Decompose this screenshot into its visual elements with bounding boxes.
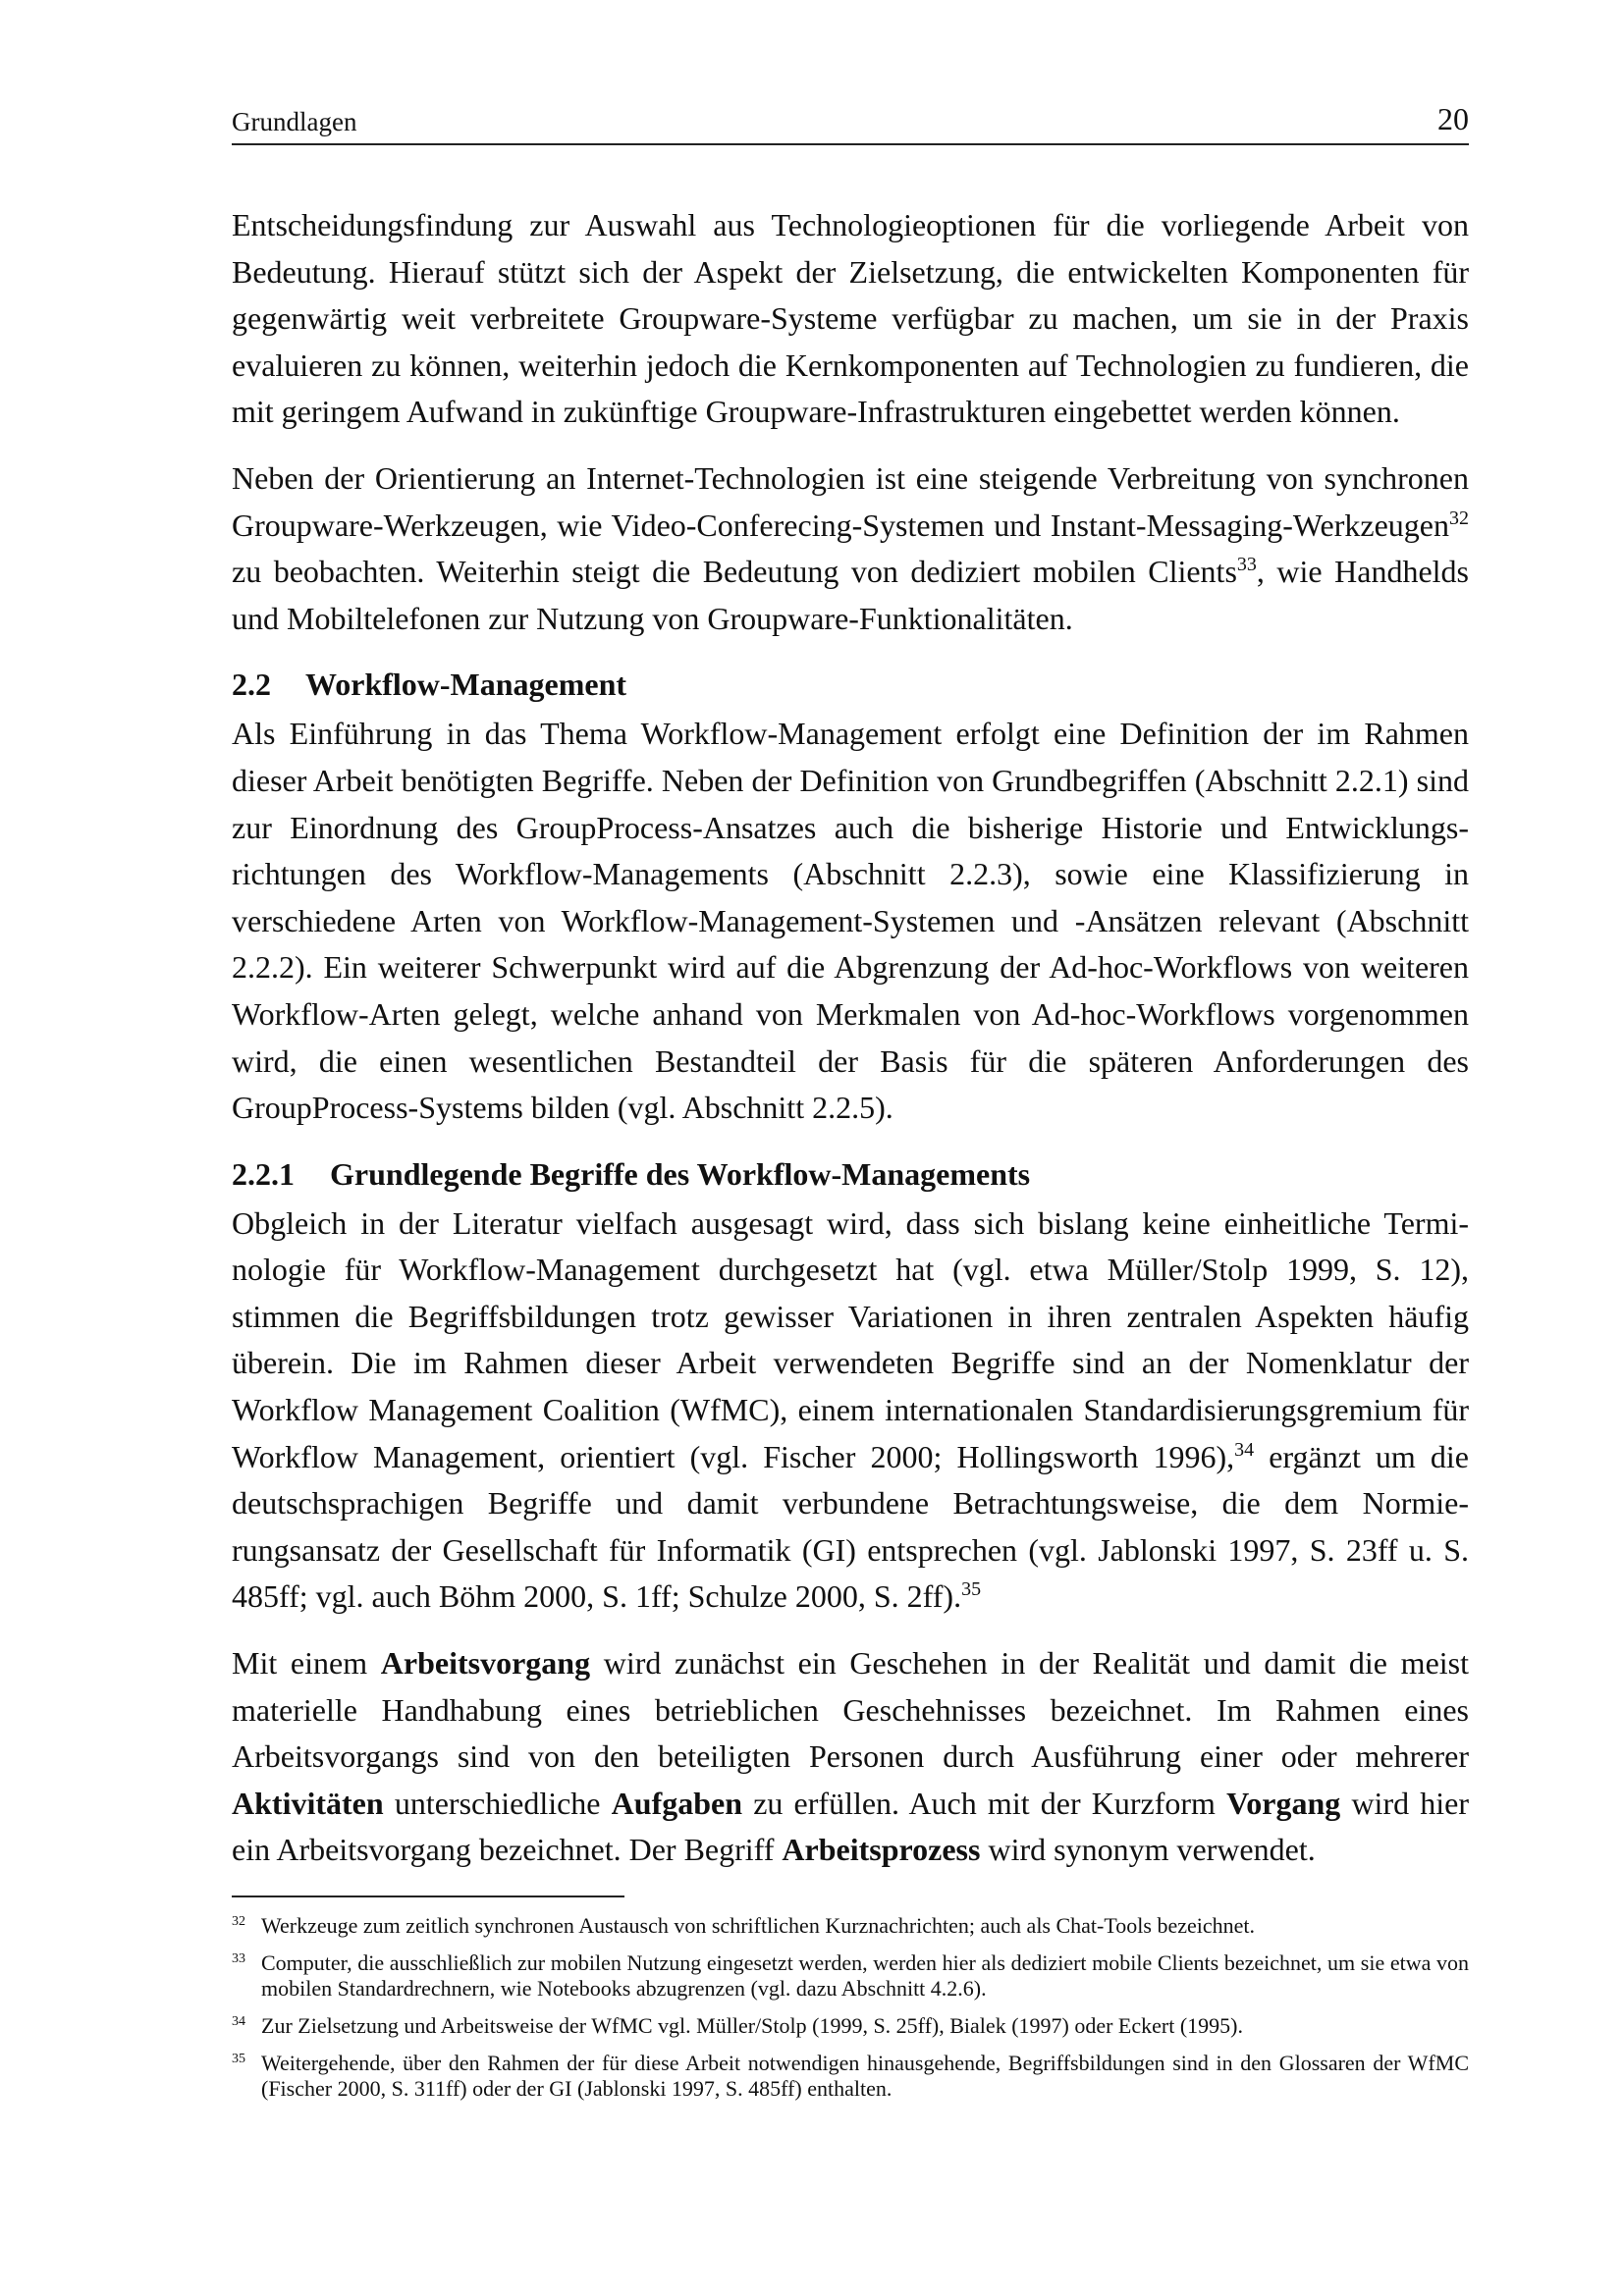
section-title: Workflow-Management xyxy=(305,667,627,703)
paragraph: Obgleich in der Literatur vielfach ausgesagt wird, dass sich bislang keine einheitliche Terminologie für Workflow-Management durchgesetzt hat (vgl. etwa Müller/Stolp 1999, S. 12), stimmen die Begriffsbildungen trotz gewisser Variationen in ihren zentralen Aspekten häufig überein. Die im Rahmen dieser Arbeit verwendeten Begriffe sind an der Nomenklatur der Workflow Management Coalition (WfMC), einem internationalen Standardisierungsgremium für Workflow Management, orientiert (vgl. Fischer 2000; Hollingsworth 1996),$^{34}$ ergänzt um die deutschsprachigen Begriffe und damit verbundene Betrachtungsweise, die dem Normierungsansatz der Gesellschaft für Informatik (GI) entsprechen (vgl. Jablonski 1997, S. 23ff u. S. 485ff; vgl. auch Böhm 2000, S. 1ff; Schulze 2000, S. 2ff).$^{35}$ xyxy=(232,1204,1470,1615)
document-page xyxy=(232,98,1469,2113)
footnote-text: Weitergehende, über den Rahmen der für diese Arbeit notwendigen hinausgehende, Begriffsbildungen sind in den Glossaren der WfMC (Fischer 2000, S. 311ff) oder der GI (Jablonski 1997, S. 485ff) enthalten. xyxy=(261,2051,1469,2101)
footnote-separator xyxy=(232,1896,624,1897)
footnote xyxy=(232,1913,1469,1939)
term: Arbeitsvorgang xyxy=(380,1645,591,1682)
paragraph: Als Einführung in das Thema Workflow-Management erfolgt eine Definition der im Rahmen dieser Arbeit benötigten Begriffe. Neben der Definition von Grundbegriffen (Abschnitt 2.2.1) sind zur Einordnung des GroupProcess-Ansatzes auch die bisherige Historie und Entwicklungsrichtungen des Workflow-Managements (Abschnitt 2.2.3), sowie eine Klassifizierung in verschiedene Arten von Workflow-Management-Systemen und -Ansätzen relevant (Abschnitt 2.2.2). Ein weiterer Schwerpunkt wird auf die Abgrenzung der Ad-hoc-Workflows von weiteren Workflow-Arten gelegt, welche anhand von Merkmalen von Ad-hoc-Workflows vorgenommen wird, die einen wesentlichen Bestandteil der Basis für die späteren Anforderungen des GroupProcess-Systems bilden (vgl. Abschnitt 2.2.5). xyxy=(232,716,1469,1126)
footnote-text: Werkzeuge zum zeitlich synchronen Austausch von schriftlichen Kurznachrichten; auch als Chat-Tools bezeichnet. xyxy=(261,1913,1255,1938)
footnote xyxy=(232,2051,1469,2102)
paragraph: Neben der Orientierung an Internet-Technologien ist eine steigende Verbreitung von synchronen Groupware-Werkzeugen, wie Video-Conferecing-Systemen und Instant-Messaging-Werkzeugen$^{32}$ zu beobachten. Weiterhin steigt die Bedeutung von dediziert mobilen Clients$^{33}$, wie Handhelds und Mobiltelefonen zur Nutzung von Groupware-Funktionalitäten. xyxy=(232,459,1470,636)
term: Vorgang xyxy=(1226,1785,1341,1821)
subsection-heading xyxy=(232,1151,1469,1197)
body-text xyxy=(232,202,1469,1874)
term: Aufgaben xyxy=(611,1785,743,1821)
footnote-number: 35 xyxy=(232,2052,245,2066)
section-number: 2.2 xyxy=(232,667,271,703)
term: Arbeitsprozess xyxy=(782,1832,981,1868)
paragraph: Mit einem Arbeitsvorgang wird zunächst ein Geschehen in der Realität und damit die meist materielle Handhabung eines betrieblichen Geschehnisses bezeichnet. Im Rahmen eines Arbeitsvorgangs sind von den beteiligten Personen durch Ausführung einer oder mehrerer Aktivitäten unterschiedliche Aufgaben zu erfüllen. Auch mit der Kurzform Vorgang wird hier ein Arbeitsvorgang bezeichnet. Der Begriff Arbeitsprozess wird synonym verwendet. xyxy=(232,1645,1470,1868)
footnote-number: 34 xyxy=(232,2014,245,2029)
footnotes xyxy=(232,1913,1469,2102)
page-number: 20 xyxy=(1437,101,1469,136)
footnote-ref[interactable]: 34 xyxy=(1234,1438,1255,1461)
subsection-number: 2.2.1 xyxy=(232,1155,295,1192)
footnote xyxy=(232,1950,1469,2002)
term: Aktivitäten xyxy=(232,1785,384,1821)
subsection-title: Grundlegende Begriffe des Workflow-Managements xyxy=(330,1155,1031,1192)
footnote xyxy=(232,2013,1469,2039)
footnote-number: 32 xyxy=(232,1914,245,1929)
chapter-title: Grundlagen xyxy=(232,107,357,136)
section-heading xyxy=(232,662,1469,707)
footnote-number: 33 xyxy=(232,1951,245,1966)
footnote-text: Zur Zielsetzung und Arbeitsweise der WfMC vgl. Müller/Stolp (1999, S. 25ff), Bialek (1997) oder Eckert (1995). xyxy=(261,2013,1243,2038)
footnote-ref[interactable]: 35 xyxy=(961,1578,982,1601)
footnote-ref[interactable]: 32 xyxy=(1449,507,1469,529)
running-header xyxy=(232,98,1469,145)
footnote-text: Computer, die ausschließlich zur mobilen Nutzung eingesetzt werden, werden hier als dediziert mobile Clients bezeichnet, um sie etwa von mobilen Standardrechnern, wie Notebooks abzugrenzen (vgl. dazu Abschnitt 4.2.6). xyxy=(261,1950,1469,2001)
paragraph: Entscheidungsfindung zur Auswahl aus Technologieoptionen für die vorliegende Arbeit von Bedeutung. Hierauf stützt sich der Aspekt der Zielsetzung, die entwickelten Komponenten für gegenwärtig weit verbreitete Groupware-Systeme verfügbar zu machen, um sie in der Praxis evaluieren zu können, weiterhin jedoch die Kernkomponenten auf Technologien zu fundieren, die mit geringem Aufwand in zukünftige Groupware-Infrastrukturen eingebettet werden können. xyxy=(232,207,1469,430)
footnote-ref[interactable]: 33 xyxy=(1236,554,1257,576)
